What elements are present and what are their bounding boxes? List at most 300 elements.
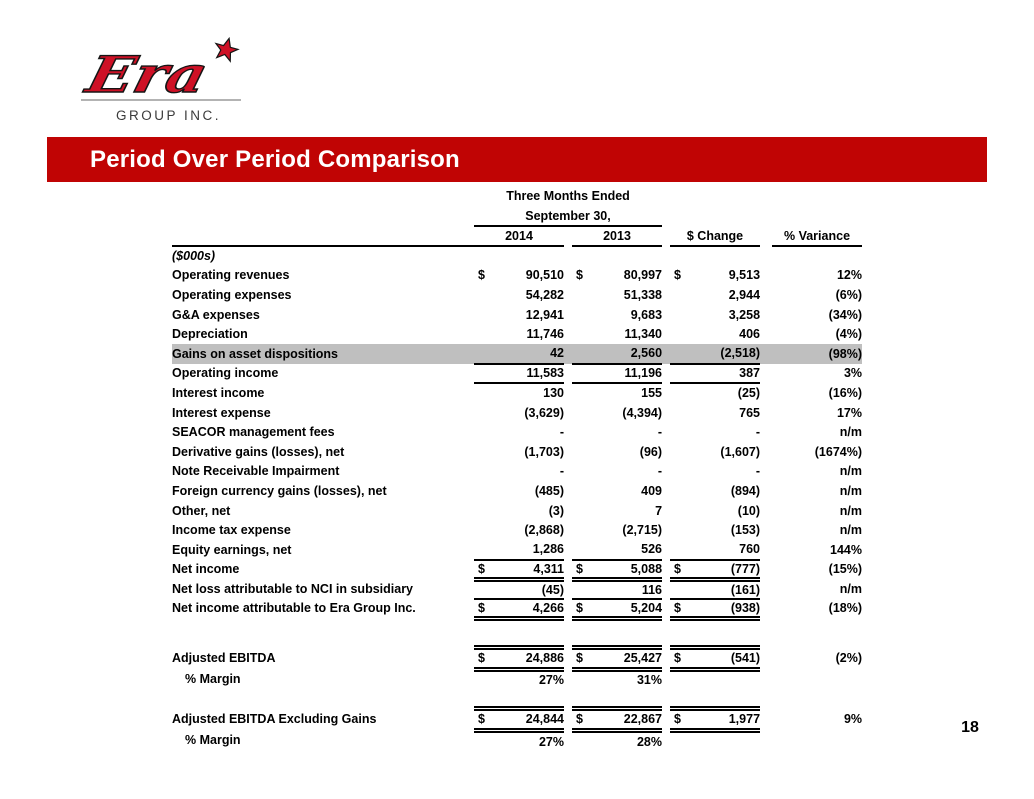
value-cell [670, 324, 760, 344]
row-label: Income tax expense [172, 523, 291, 538]
value-text: 1,286 [532, 542, 564, 557]
column-gap [662, 501, 670, 521]
table-header [172, 186, 862, 246]
value-cell [670, 285, 760, 305]
currency-symbol: $ [576, 651, 583, 666]
currency-symbol: $ [478, 600, 485, 615]
value-cell [670, 481, 760, 501]
value-text: 155 [641, 386, 663, 401]
row-label: Equity earnings, net [172, 542, 292, 557]
value-cell [572, 730, 662, 750]
value-cell [670, 344, 760, 364]
value-text: (2,715) [622, 523, 663, 538]
column-gap [760, 560, 772, 580]
value-text: 4,311 [533, 561, 564, 576]
row-label: % Margin [185, 733, 241, 748]
column-gap [662, 647, 670, 669]
value-text: - [559, 425, 564, 440]
column-gap [564, 501, 572, 521]
value-text: (485) [534, 483, 564, 498]
row-label: ($000s) [172, 249, 216, 264]
table-row [172, 540, 862, 560]
table-row [172, 481, 862, 501]
column-gap [760, 481, 772, 501]
value-text: 11,746 [526, 327, 564, 342]
page-title: Period Over Period Comparison [90, 145, 460, 173]
variance-cell: (15%) [828, 562, 863, 577]
row-label: % Margin [185, 672, 241, 687]
value-cell [474, 540, 564, 560]
value-text: 22,867 [623, 712, 663, 727]
value-text: 25,427 [623, 651, 663, 666]
variance-cell: n/m [839, 581, 863, 596]
value-text: 1,977 [728, 712, 761, 727]
value-text: - [755, 425, 761, 440]
value-text: - [657, 425, 663, 440]
column-gap [760, 226, 772, 246]
value-cell [474, 305, 564, 325]
column-gap [564, 383, 572, 403]
column-gap [760, 246, 772, 266]
column-gap [564, 226, 572, 246]
column-header-2014: 2014 [474, 226, 564, 246]
column-header-2013: 2013 [572, 226, 662, 246]
value-cell [670, 647, 760, 669]
currency-symbol: $ [478, 268, 485, 283]
column-gap [564, 647, 572, 669]
column-gap [564, 579, 572, 599]
value-cell [572, 708, 662, 730]
value-cell [670, 708, 760, 730]
column-gap [564, 520, 572, 540]
column-gap [760, 364, 772, 384]
table-row [172, 305, 862, 325]
value-cell [474, 246, 564, 266]
value-cell [670, 403, 760, 423]
value-cell [474, 520, 564, 540]
currency-symbol: $ [576, 268, 583, 283]
currency-symbol: $ [478, 651, 485, 666]
variance-cell: (4%) [835, 327, 863, 342]
variance-cell [772, 669, 862, 689]
value-cell [670, 266, 760, 286]
value-cell [474, 481, 564, 501]
era-logo-graphic [76, 34, 251, 130]
currency-symbol: $ [674, 268, 681, 283]
value-text: 42 [550, 346, 564, 361]
row-label: SEACOR management fees [172, 425, 335, 440]
table-row [172, 246, 862, 266]
value-text: (938) [730, 600, 761, 615]
variance-cell [772, 730, 862, 750]
value-cell [670, 442, 760, 462]
page-number: 18 [961, 719, 979, 736]
column-gap [662, 579, 670, 599]
value-text: (96) [639, 444, 663, 459]
value-text: 5,204 [630, 600, 663, 615]
table-row [172, 669, 862, 689]
header-spacer [670, 186, 760, 206]
table-row [172, 344, 862, 364]
value-cell [572, 285, 662, 305]
value-cell [474, 730, 564, 750]
variance-cell: (6%) [835, 287, 863, 302]
currency-symbol: $ [576, 712, 583, 727]
period-header-line2: September 30, [474, 206, 662, 226]
value-text: 130 [543, 386, 564, 401]
value-cell [572, 669, 662, 689]
table-row [172, 599, 862, 619]
period-header-row2 [172, 206, 862, 226]
header-spacer [172, 226, 474, 246]
column-gap [564, 462, 572, 482]
column-gap [760, 266, 772, 286]
column-gap [564, 669, 572, 689]
value-cell [572, 246, 662, 266]
value-cell [474, 669, 564, 689]
value-cell [572, 364, 662, 384]
table-row [172, 462, 862, 482]
column-gap [564, 364, 572, 384]
variance-cell: (2%) [835, 651, 863, 666]
value-text: 54,282 [525, 287, 564, 302]
value-text: (2,518) [720, 346, 761, 361]
value-cell [572, 647, 662, 669]
value-text: 409 [641, 483, 663, 498]
variance-cell: (1674%) [814, 444, 863, 459]
row-label: Foreign currency gains (losses), net [172, 483, 387, 498]
value-cell [572, 540, 662, 560]
value-text: (153) [730, 523, 761, 538]
column-gap [760, 599, 772, 619]
variance-cell: (16%) [828, 385, 863, 400]
row-label: Operating revenues [172, 268, 290, 283]
value-cell [572, 520, 662, 540]
value-text: (894) [730, 483, 761, 498]
value-cell [670, 246, 760, 266]
column-gap [760, 305, 772, 325]
spacer-row [172, 618, 862, 647]
column-gap [564, 344, 572, 364]
column-gap [662, 364, 670, 384]
value-cell [572, 442, 662, 462]
value-cell [474, 579, 564, 599]
row-label: Net income [172, 562, 240, 577]
table-row [172, 422, 862, 442]
value-cell [474, 647, 564, 669]
value-text: (1,703) [524, 444, 564, 459]
value-text: 9,513 [728, 268, 761, 283]
value-text: 28% [636, 734, 663, 749]
variance-cell: 144% [830, 542, 863, 557]
table-row [172, 403, 862, 423]
value-text: 24,844 [525, 712, 564, 727]
column-gap [662, 462, 670, 482]
column-gap [564, 599, 572, 619]
row-label: Net income attributable to Era Group Inc. [172, 601, 416, 616]
header-spacer [772, 206, 862, 226]
column-gap [564, 246, 572, 266]
value-cell [670, 520, 760, 540]
value-cell [670, 669, 760, 689]
value-text: (1,607) [720, 444, 761, 459]
value-text: 27% [538, 673, 564, 688]
value-text: (3,629) [524, 405, 564, 420]
currency-symbol: $ [674, 561, 681, 576]
value-cell [572, 579, 662, 599]
variance-cell: n/m [839, 425, 863, 440]
header-spacer [172, 186, 474, 206]
table-row [172, 730, 862, 750]
value-cell [474, 324, 564, 344]
value-cell [474, 422, 564, 442]
currency-symbol: $ [576, 600, 583, 615]
column-gap [662, 599, 670, 619]
header-spacer [670, 206, 760, 226]
value-cell [474, 383, 564, 403]
column-gap [760, 540, 772, 560]
column-gap [760, 344, 772, 364]
column-gap [662, 669, 670, 689]
value-text: 116 [641, 582, 663, 597]
row-label: Interest expense [172, 405, 271, 420]
column-gap [564, 560, 572, 580]
row-label: Operating expenses [172, 287, 292, 302]
value-text: 760 [739, 542, 761, 557]
column-gap [564, 730, 572, 750]
value-text: 24,886 [525, 651, 564, 666]
value-text: 3,258 [728, 307, 761, 322]
column-gap [760, 708, 772, 730]
value-text: (25) [737, 386, 761, 401]
table-row [172, 501, 862, 521]
value-text: (2,868) [524, 523, 564, 538]
spacer-row [172, 689, 862, 709]
value-cell [670, 364, 760, 384]
variance-cell: (34%) [828, 307, 863, 322]
value-cell [670, 501, 760, 521]
value-cell [474, 364, 564, 384]
column-gap [564, 324, 572, 344]
value-text: 80,997 [623, 268, 663, 283]
value-cell [474, 560, 564, 580]
value-cell [474, 403, 564, 423]
value-cell [474, 266, 564, 286]
row-label: Depreciation [172, 327, 248, 342]
column-gap [760, 285, 772, 305]
company-logo [76, 34, 251, 130]
column-gap [564, 285, 572, 305]
value-text: 12,941 [525, 307, 564, 322]
value-cell [474, 501, 564, 521]
variance-cell: n/m [839, 503, 863, 518]
value-cell [474, 462, 564, 482]
variance-cell: 17% [836, 405, 863, 420]
column-gap [564, 305, 572, 325]
value-cell [572, 324, 662, 344]
column-gap [760, 730, 772, 750]
column-header-row [172, 226, 862, 246]
column-gap [564, 403, 572, 423]
row-label: Adjusted EBITDA [172, 651, 276, 666]
slide-title-banner [47, 137, 987, 182]
variance-cell: (98%) [772, 344, 862, 364]
value-cell [670, 305, 760, 325]
column-gap [662, 285, 670, 305]
value-cell [670, 560, 760, 580]
value-text: 2,944 [728, 287, 761, 302]
value-text: 9,683 [630, 307, 663, 322]
value-text: 4,266 [532, 600, 564, 615]
variance-cell: 9% [843, 712, 863, 727]
column-gap [662, 226, 670, 246]
value-text: (3) [548, 503, 564, 518]
value-cell [474, 708, 564, 730]
value-cell [670, 383, 760, 403]
value-text: - [755, 464, 761, 479]
value-text: 406 [739, 327, 761, 342]
table-row [172, 708, 862, 730]
column-gap [564, 708, 572, 730]
value-cell [572, 422, 662, 442]
table-row [172, 383, 862, 403]
header-spacer [662, 206, 670, 226]
currency-symbol: $ [674, 600, 681, 615]
header-spacer [760, 186, 772, 206]
column-gap [662, 560, 670, 580]
header-spacer [172, 206, 474, 226]
value-cell [572, 501, 662, 521]
row-label: G&A expenses [172, 307, 260, 322]
variance-cell: n/m [839, 483, 863, 498]
value-cell [572, 481, 662, 501]
column-gap [760, 669, 772, 689]
column-gap [760, 520, 772, 540]
value-text: (161) [730, 582, 761, 597]
column-header-dollar-change: $ Change [670, 226, 760, 246]
value-cell [572, 599, 662, 619]
header-spacer [772, 186, 862, 206]
value-text: (777) [730, 561, 761, 576]
value-cell [670, 422, 760, 442]
table-row [172, 266, 862, 286]
column-gap [564, 422, 572, 442]
value-cell [572, 462, 662, 482]
table-row [172, 442, 862, 462]
value-cell [670, 540, 760, 560]
value-text: (4,394) [622, 405, 663, 420]
column-gap [760, 383, 772, 403]
row-label: Interest income [172, 385, 265, 400]
value-cell [670, 462, 760, 482]
value-cell [572, 344, 662, 364]
value-text: 51,338 [623, 287, 663, 302]
header-spacer [662, 186, 670, 206]
variance-cell: n/m [839, 464, 863, 479]
currency-symbol: $ [478, 712, 485, 727]
table-row [172, 324, 862, 344]
column-gap [760, 422, 772, 442]
currency-symbol: $ [478, 561, 485, 576]
value-text: 11,583 [526, 366, 564, 381]
column-gap [662, 383, 670, 403]
value-cell [670, 579, 760, 599]
value-cell [670, 730, 760, 750]
column-gap [564, 540, 572, 560]
row-label: Operating income [172, 366, 279, 381]
column-gap [662, 481, 670, 501]
value-cell [572, 560, 662, 580]
currency-symbol: $ [674, 651, 681, 666]
comparison-table [172, 186, 862, 750]
value-text: 7 [655, 503, 663, 518]
table-row [172, 364, 862, 384]
column-gap [662, 422, 670, 442]
row-label: Note Receivable Impairment [172, 464, 340, 479]
value-text: - [657, 464, 663, 479]
column-gap [564, 442, 572, 462]
column-gap [662, 442, 670, 462]
variance-cell: 3% [843, 366, 863, 381]
column-gap [662, 305, 670, 325]
logo-subtitle-text: GROUP INC. [116, 108, 222, 123]
value-text: 387 [739, 366, 761, 381]
value-cell [474, 344, 564, 364]
row-label: Other, net [172, 503, 231, 518]
column-gap [760, 462, 772, 482]
value-text: (45) [541, 582, 564, 597]
value-text: 5,088 [630, 561, 663, 576]
column-gap [662, 266, 670, 286]
spacer-cell [172, 689, 862, 709]
variance-cell [772, 246, 862, 266]
row-label: Gains on asset dispositions [172, 344, 474, 364]
column-gap [564, 481, 572, 501]
value-cell [572, 403, 662, 423]
value-text: 765 [739, 405, 761, 420]
value-text: 2,560 [630, 346, 663, 361]
value-cell [572, 266, 662, 286]
value-cell [474, 285, 564, 305]
value-text: 11,196 [624, 366, 663, 381]
header-spacer [760, 206, 772, 226]
column-gap [662, 324, 670, 344]
value-cell [474, 442, 564, 462]
value-text: 526 [641, 542, 663, 557]
logo-brand-text: Era [80, 45, 214, 105]
column-gap [662, 403, 670, 423]
table-row [172, 520, 862, 540]
value-text: 11,340 [624, 327, 663, 342]
column-gap [662, 730, 670, 750]
value-text: - [559, 464, 564, 479]
row-label: Net loss attributable to NCI in subsidiary [172, 581, 414, 596]
table-row [172, 579, 862, 599]
value-text: (10) [737, 503, 761, 518]
column-gap [760, 501, 772, 521]
column-gap [760, 442, 772, 462]
value-text: 31% [636, 673, 663, 688]
period-header-row [172, 186, 862, 206]
column-gap [760, 324, 772, 344]
table-body [172, 246, 862, 750]
value-text: 27% [538, 734, 564, 749]
row-label: Derivative gains (losses), net [172, 444, 345, 459]
spacer-cell [172, 618, 862, 647]
column-gap [662, 708, 670, 730]
star-icon [212, 35, 240, 62]
value-text: (541) [730, 651, 761, 666]
